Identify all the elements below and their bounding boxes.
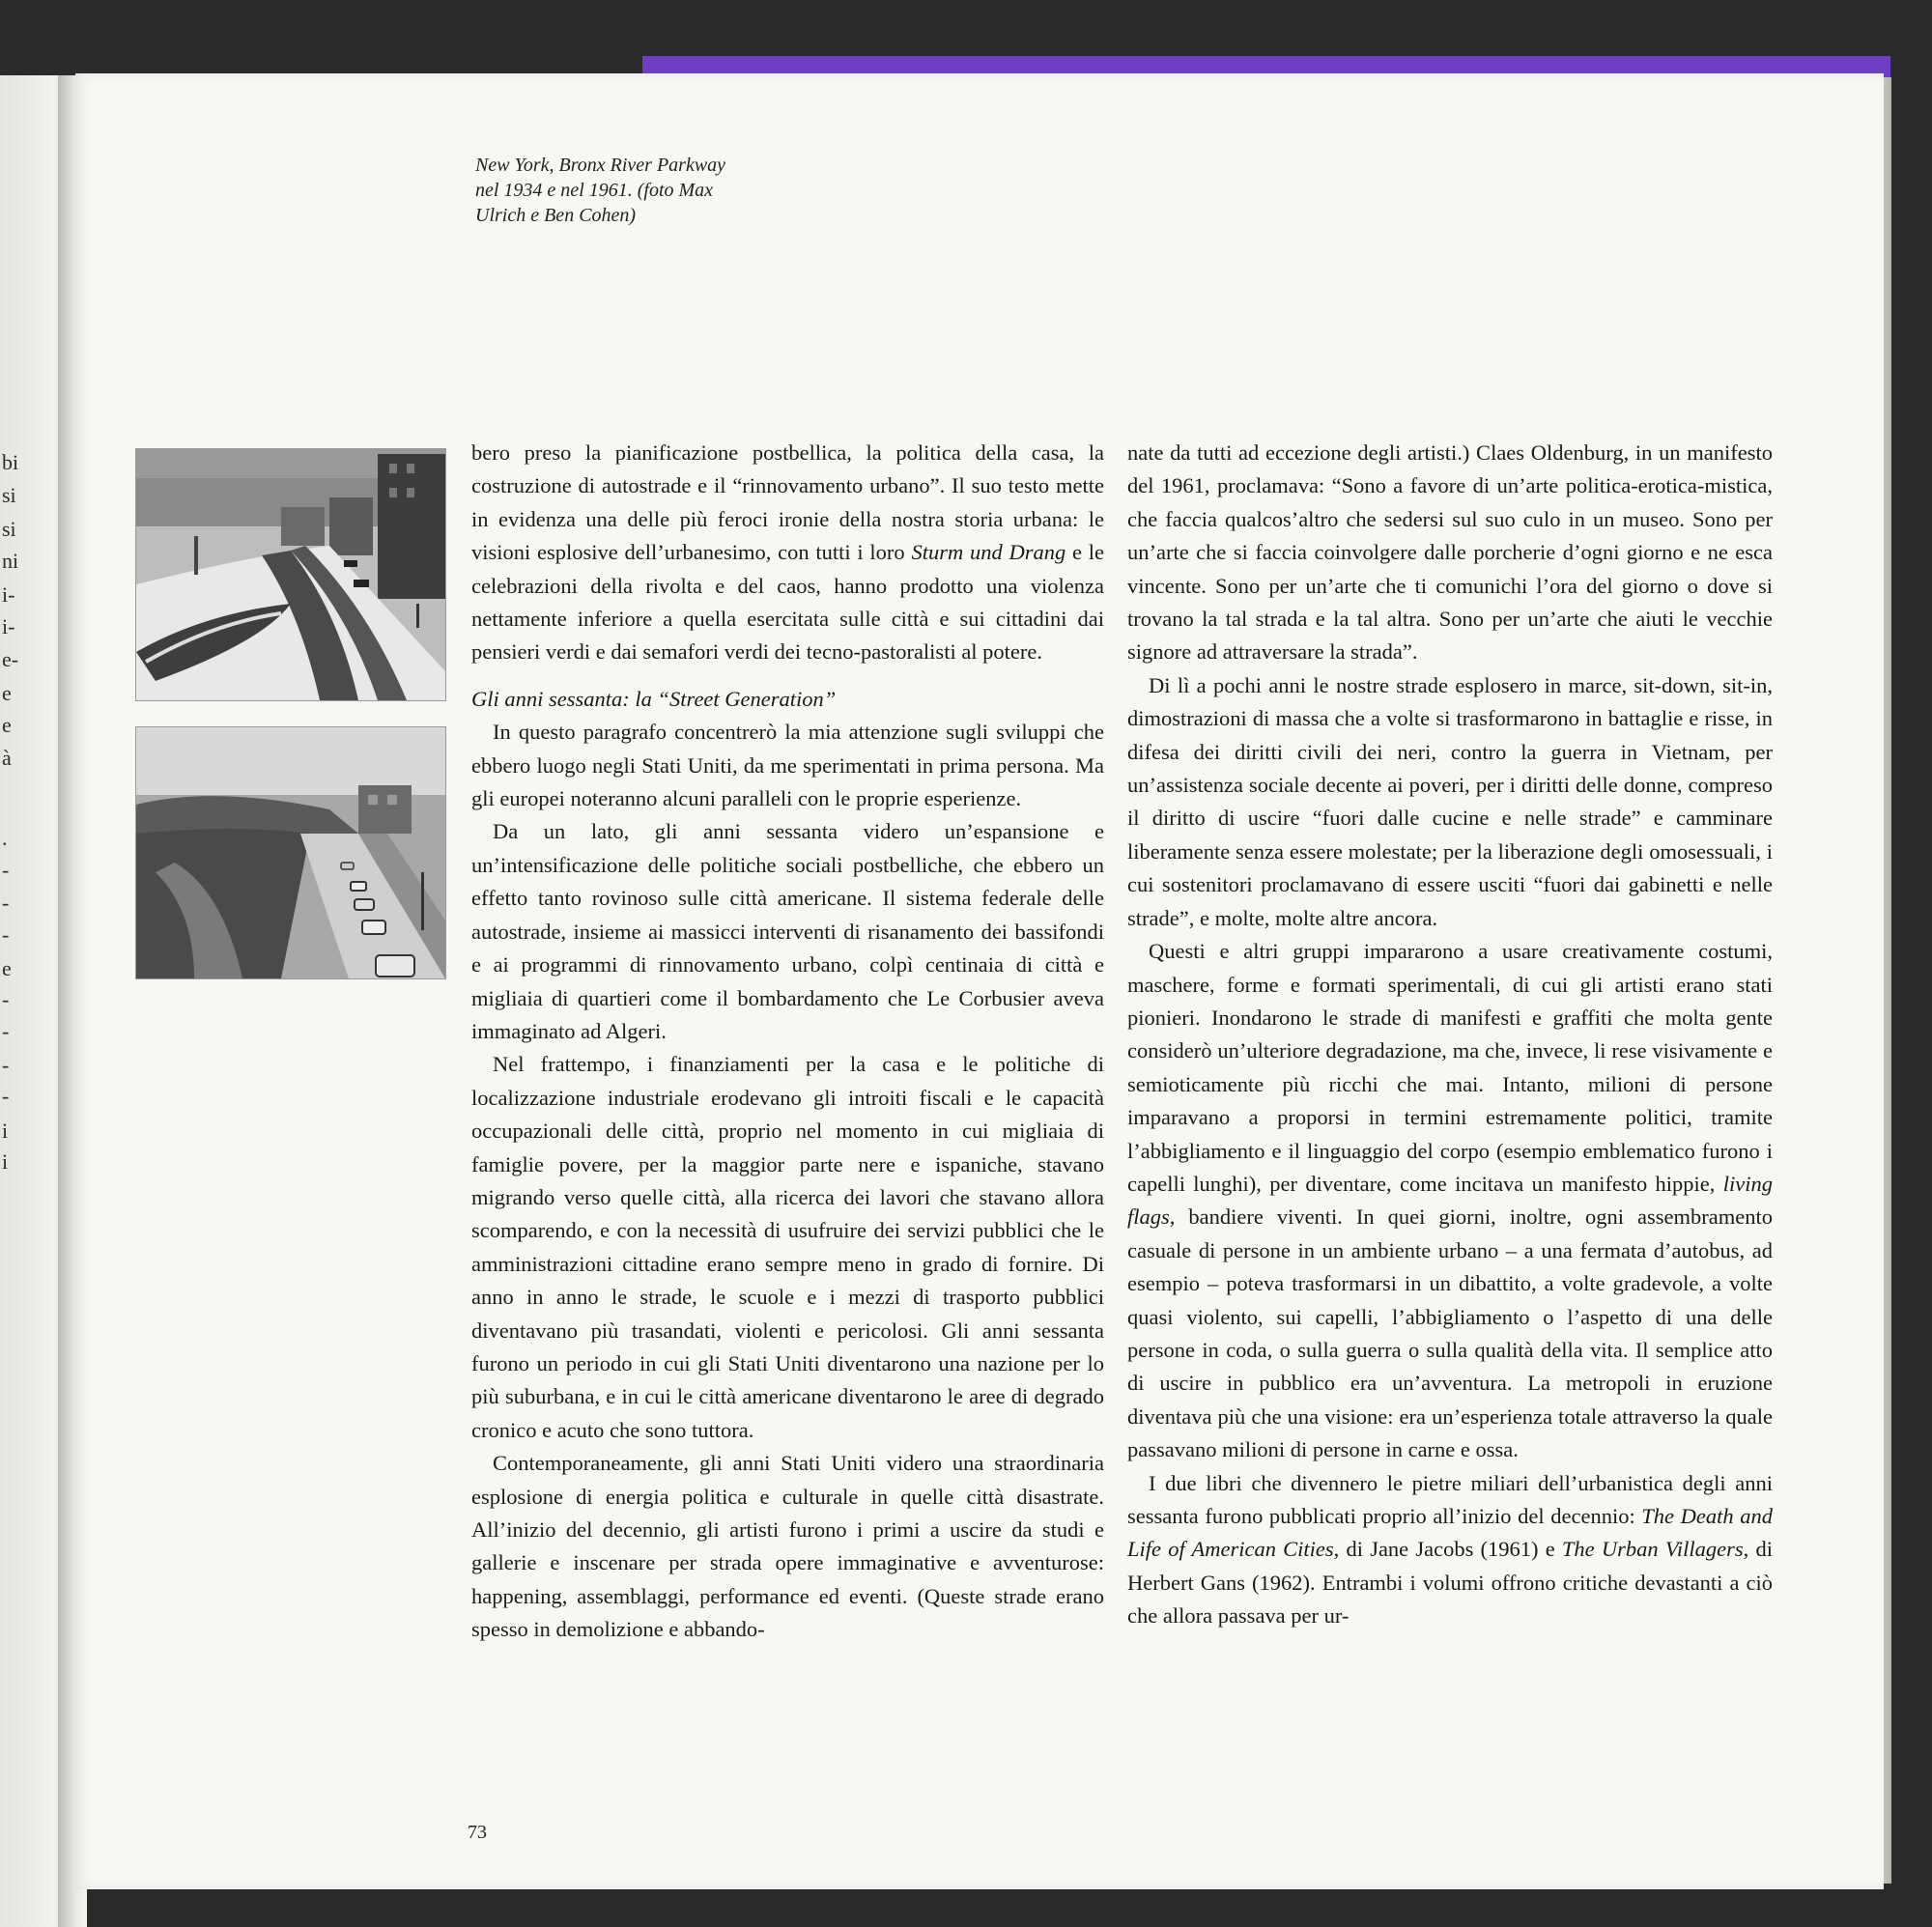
caption-line-1: New York, Bronx River Parkway bbox=[475, 155, 726, 176]
caption-line-3: Ulrich e Ben Cohen) bbox=[475, 205, 637, 226]
paragraph-text: e le celebrazioni della rivolta e del caos, hanno prodotto una violenza nettamente inferiore a quella esercitata sulle città e sui cittadini dai pensieri verdi e dai semafori verdi dei tecno-pastoralisti al potere. bbox=[471, 540, 1104, 665]
paragraph-text: I due libri che divennero le pietre miliari dell’urbanistica degli anni sessanta furono pubblicati proprio all’inizio del decennio: bbox=[1127, 1470, 1773, 1528]
caption-line-2: nel 1934 e nel 1961. (foto Max bbox=[475, 180, 714, 201]
photo-parkway-1934 bbox=[135, 448, 446, 701]
paragraph: Da un lato, gli anni sessanta videro un’espansione e un’intensificazione delle politiche sociali postbelliche, che ebbero un effetto tanto rovinoso sulle città americane. Il sistema federale delle autostrade, insieme ai massicci interventi di risanamento dei bassifondi e ai programmi di rinnovamento urbano, colpì centinaia di città e migliaia di quartieri come il bombardamento che Le Corbusier aveva immaginato ad Algeri. bbox=[471, 819, 1104, 1043]
bleed-fragment: à bbox=[2, 746, 12, 770]
photo-caption bbox=[475, 153, 794, 228]
paragraph: In questo paragrafo concentrerò la mia attenzione sugli sviluppi che ebbero luogo negli Stati Uniti, da me sperimentati in prima persona. Ma gli europei noteranno alcuni paralleli con le proprie esperienze. bbox=[471, 720, 1104, 811]
bleed-fragment: si bbox=[2, 483, 16, 507]
bleed-fragment: i- bbox=[2, 582, 15, 607]
bleed-fragment: bi bbox=[2, 450, 19, 474]
paragraph bbox=[1127, 1467, 1773, 1633]
bleed-fragment: - bbox=[2, 858, 10, 882]
photo-1961-image bbox=[136, 727, 445, 978]
bleed-fragment: - bbox=[2, 1084, 10, 1108]
bleed-fragment: . bbox=[2, 826, 8, 850]
bleed-fragment: i bbox=[2, 1149, 9, 1174]
text-column-right bbox=[1127, 437, 1773, 1633]
italic-book-title: The Death and Life of American Cities bbox=[1127, 1504, 1773, 1562]
paragraph: nate da tutti ad eccezione degli artisti.) Claes Oldenburg, in un manifesto del 1961, proclamava: “Sono a favore di un’arte politica-erotica-mistica, che faccia qualcos’altro che sedersi sul suo culo in un museo. Sono per un’arte che si faccia coinvolgere dalle porcherie d’ogni giorno e ne esca vincente. Sono per un’arte che ti comunichi l’ora del giorno o dove si trovano la tal strada e la tal altra. Sono per un’arte che aiuti le vecchie signore ad attraversare la strada”. bbox=[1127, 440, 1773, 665]
bleed-fragment: e- bbox=[2, 647, 19, 671]
paragraph: Nel frattempo, i finanziamenti per la casa e le politiche di localizzazione industriale erodevano gli introiti fiscali e le capacità occupazionali delle città, proprio nel momento in cui migliaia di famiglie povere, per la maggior parte nere e ispaniche, stavano migrando verso quelle città, alla ricerca dei lavori che stavano allora scomparendo, e con la necessità di usufruire dei servizi pubblici che le amministrazioni cittadine erano sempre meno in grado di fornire. Di anno in anno le strade, le scuole e i mezzi di trasporto pubblici diventavano più trasandati, violenti e pericolosi. Gli anni sessanta furono un periodo in cui gli Stati Uniti diventarono una nazione per lo più suburbana, e in cui le città americane diventarono le aree di degrado cronico e acuto che sono tuttora. bbox=[471, 1052, 1104, 1442]
bleed-fragment: e bbox=[2, 956, 12, 980]
bleed-fragment: si bbox=[2, 517, 16, 541]
photo-1934-image bbox=[136, 449, 445, 700]
italic-phrase: living flags bbox=[1127, 1171, 1773, 1230]
italic-book-title: The Urban Villagers bbox=[1561, 1537, 1744, 1562]
bleed-fragment: e bbox=[2, 713, 12, 737]
paragraph: Contemporaneamente, gli anni Stati Uniti videro una straordinaria esplosione di energia politica e culturale in quelle città disastrate. All’inizio del decennio, gli artisti furono i primi a uscire da studi e gallerie e inscenare per strada opere immaginative e avventurose: happening, assemblaggi, performance ed eventi. (Queste strade erano spesso in demolizione e abbando- bbox=[471, 1451, 1104, 1642]
bleed-fragment: ni bbox=[2, 549, 19, 573]
bleed-fragment: e bbox=[2, 681, 12, 705]
paragraph-text: , bandiere viventi. In quei giorni, inoltre, ogni assembramento casuale di persone in un ambiente urbano – a una fermata d’autobus, ad esempio – poteva trasformarsi in un dibattito, a volte gradevole, a volte quasi violento, sui capelli, l’abbigliamento o l’aspetto di una delle persone in coda, o sulla guerra o sulla qualità della vita. Il semplice atto di uscire in pubblico era un’avventura. La metropoli in eruzione diventava più che una visione: era un’esperienza totale attraverso la quale passavano milioni di persone in carne e ossa. bbox=[1127, 1204, 1773, 1462]
text-column-left bbox=[471, 437, 1104, 1647]
bleed-fragment: i bbox=[2, 1119, 9, 1143]
paragraph-text: Questi e altri gruppi impararono a usare creativamente costumi, maschere, forme e formati sperimentali, di cui gli artisti erano stati pionieri. Inondarono le strade di manifesti e graffiti che molta gente considerò un’ulteriore degradazione, ma che, invece, li rese visivamente e semioticamente più ricchi che mai. Intanto, milioni di persone imparavano a proporsi in termini estremamente politici, tramite l’abbigliamento e il linguaggio del corpo (esempio emblematico furono i capelli lunghi), per diventare, come incitava un manifesto hippie, bbox=[1127, 939, 1773, 1196]
left-page-bleed-text bbox=[0, 0, 60, 1927]
bleed-fragment: i- bbox=[2, 614, 15, 638]
paragraph bbox=[1127, 935, 1773, 1467]
bleed-fragment: - bbox=[2, 1019, 10, 1043]
bleed-fragment: - bbox=[2, 891, 10, 915]
photo-parkway-1961 bbox=[135, 726, 446, 979]
bleed-fragment: - bbox=[2, 987, 10, 1011]
bleed-fragment: - bbox=[2, 1053, 10, 1077]
page-number: 73 bbox=[468, 1822, 487, 1843]
paragraph-text: , di Herbert Gans (1962). Entrambi i volumi offrono critiche devastanti a ciò che allora passava per ur- bbox=[1127, 1537, 1773, 1629]
paragraph: Di lì a pochi anni le nostre strade esplosero in marce, sit-down, sit-in, dimostrazioni di massa che a volte si trasformarono in battaglie e risse, in difesa dei diritti civili dei neri, contro la guerra in Vietnam, per un’assistenza sociale decente ai poveri, per i diritti delle donne, compreso il diritto di uscire “fuori dalle cucine e nelle strade” e camminare liberamente senza essere molestate; per la liberazione degli omosessuali, i cui sostenitori proclamavano di essere usciti “fuori dai gabinetti e nelle strade”, e molte, molte altre ancora. bbox=[1127, 672, 1773, 930]
italic-title: Sturm und Drang bbox=[911, 540, 1066, 565]
bleed-fragment: - bbox=[2, 922, 10, 947]
paragraph-text: , di Jane Jacobs (1961) e bbox=[1333, 1537, 1562, 1562]
paragraph-text: bero preso la pianificazione postbellica, la politica della casa, la costruzione di autostrade e il “rinnovamento urbano”. Il suo testo mette in evidenza una delle più feroci ironie della nostra storia urbana: le visioni esplosive dell’urbanesimo, con tutti i loro bbox=[471, 440, 1104, 565]
paragraph bbox=[471, 437, 1104, 669]
section-heading: Gli anni sessanta: la “Street Generation” bbox=[471, 686, 837, 711]
